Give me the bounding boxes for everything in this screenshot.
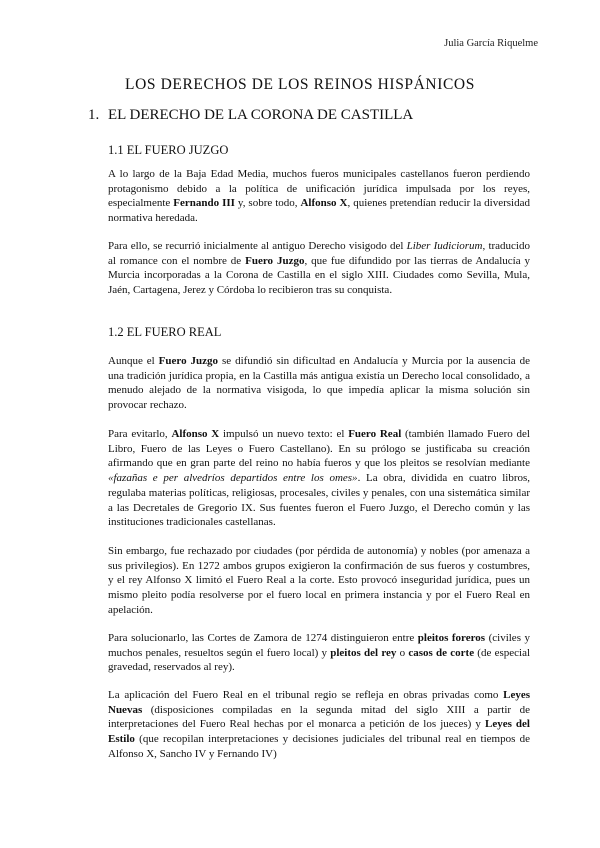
p6-text-1: Para solucionarlo, las Cortes de Zamora de 1274 distinguieron entre — [108, 632, 418, 644]
p1-bold-alfonso: Alfonso X — [300, 197, 348, 210]
p2-text-1: Para ello, se recurrió inicialmente al antiguo Derecho visigodo del — [108, 240, 407, 252]
p2-italic-liber: Liber Iudiciorum — [406, 240, 483, 252]
p1-text-1: A lo largo de la Baja Edad Media, muchos fueros municipales castellanos fueron perdiendo protagonismo debido a la política de unificación jurídica impulsada por los reyes, especialmente — [108, 168, 530, 210]
p6-bold-casos-corte: casos de corte — [408, 646, 475, 659]
p6-text-4: (de especial gravedad, reservados al rey). — [108, 646, 531, 674]
p4-bold-alfonso: Alfonso X — [171, 428, 220, 440]
paragraph-1 — [108, 167, 530, 226]
p4-text-1: Para evitarlo, — [108, 428, 172, 440]
p2-text-3: , que fue difundido por las tierras de Andalucía y Murcia incorporadas a la Corona de Castilla en el siglo XIII. Ciudades como Sevilla, Mula, Jaén, Cartagena, Jerez y Córdoba lo recibieron tras su conquista. — [108, 254, 531, 297]
p6-bold-pleitos-foreros: pleitos foreros — [417, 632, 486, 644]
paragraph-2 — [108, 239, 530, 298]
p7-bold-leyes-estilo: Leyes del Estilo — [108, 718, 530, 746]
section-heading — [88, 107, 413, 124]
paragraph-4 — [108, 427, 530, 530]
p6-text-2: (civiles y muchos penales, resueltos según el fuero local) y — [108, 632, 530, 659]
p2-text-2: , traducido al romance con el nombre de — [108, 240, 530, 267]
p4-text-2: impulsó un nuevo texto: el — [219, 428, 349, 440]
paragraph-7 — [108, 688, 530, 762]
p1-text-2: y, sobre todo, — [234, 197, 301, 210]
p7-text-1: La aplicación del Fuero Real en el tribunal regio se refleja en obras privadas como — [108, 689, 504, 701]
section-title: EL DERECHO DE LA CORONA DE CASTILLA — [108, 107, 414, 123]
paragraph-6 — [108, 631, 530, 675]
document-title: LOS DERECHOS DE LOS REINOS HISPÁNICOS — [125, 76, 475, 93]
p2-bold-fuero-juzgo: Fuero Juzgo — [245, 254, 305, 267]
header-author: Julia García Riquelme — [444, 38, 538, 49]
p4-bold-fuero-real: Fuero Real — [348, 428, 402, 440]
p5-text-1: Sin embargo, fue rechazado por ciudades (por pérdida de autonomía) y nobles (por amenaza a sus privilegios). En 1272 ambos grupos exigieron la confirmación de sus fueros y costumbres, y el rey Alfonso X limitó el Fuero Real a la corte. Esto provocó inseguridad jurídica, pues un mismo pleito podía resolverse por el fuero local en primera instancia y por el Fuero Real en apelación. — [108, 545, 530, 616]
p7-bold-leyes-nuevas: Leyes Nuevas — [108, 689, 530, 716]
paragraph-3 — [108, 354, 530, 413]
p1-bold-fernando: Fernando III — [173, 197, 235, 210]
paragraph-5 — [108, 544, 530, 618]
p7-text-2: (disposiciones compiladas en la segunda mitad del siglo XIII a partir de interpretaciones del Fuero Real hechas por el monarca a petición de los jueces) y — [108, 703, 530, 731]
p3-text-1: Aunque el — [108, 355, 159, 367]
p6-bold-pleitos-rey: pleitos del rey — [330, 646, 397, 659]
subsection-heading-fuero-real: 1.2 EL FUERO REAL — [108, 325, 222, 339]
p4-text-4: . La obra, dividida en cuatro libros, regulaba materias políticas, religiosas, procesales, civiles y penales, con una sistemática similar a las Decretales de Gregorio IX. Sus fuentes fueron el Fuero Juzgo, el Derecho común y las instituciones tradicionales castellanas. — [108, 472, 531, 529]
p6-text-3: o — [396, 646, 409, 659]
p3-text-2: se difundió sin dificultad en Andalucía y Murcia por la ausencia de una tradición jurídica propia, en la Castilla más antigua existía un Derecho local consolidado, a menudo alejado de la normativa visigoda, lo que impedía aplicar la misma solución sin provocar rechazo. — [108, 355, 530, 412]
p7-text-3: (que recopilan interpretaciones y decisiones judiciales del tribunal real en tiempos de Alfonso X, Sancho IV y Fernando IV) — [108, 733, 530, 760]
p1-text-3: , quienes pretendían reducir la diversidad normativa heredada. — [108, 197, 530, 225]
section-number: 1. — [88, 107, 100, 123]
p4-text-3: (también llamado Fuero del Libro, Fuero de las Leyes o Fuero Castellano). En su prólogo se justificaba su creación afirmando que en gran parte del reino no había fueros y que los pleitos se resolvían mediante — [108, 428, 530, 470]
p4-italic-quote: «fazañas e per alvedríos departidos entre los omes» — [108, 472, 358, 485]
p3-bold-fuero-juzgo: Fuero Juzgo — [158, 355, 219, 367]
subsection-heading-fuero-juzgo: 1.1 EL FUERO JUZGO — [108, 143, 229, 157]
